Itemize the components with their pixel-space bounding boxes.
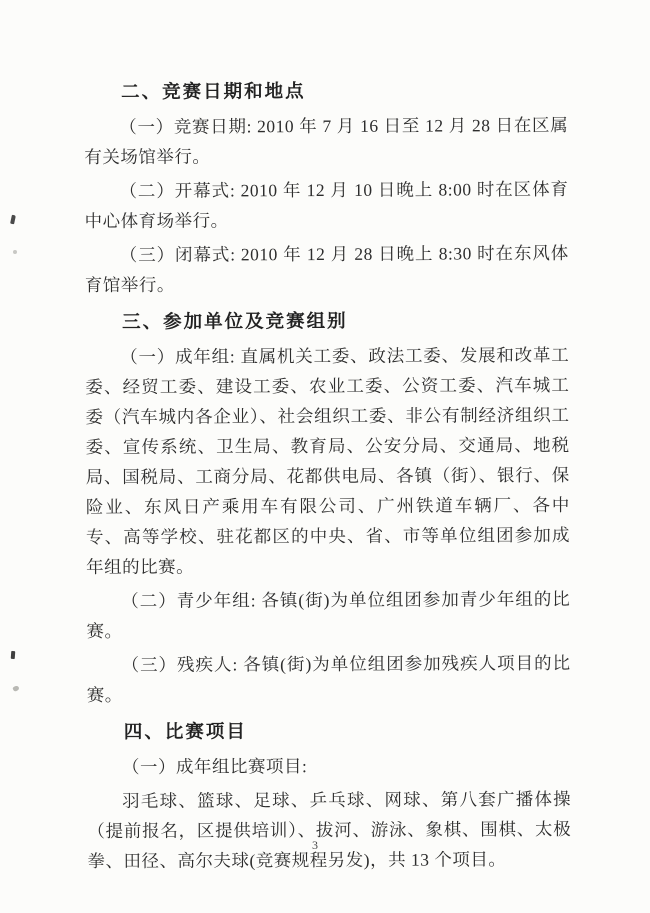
ink-speck <box>10 215 16 225</box>
para-adult-events-list: 羽毛球、篮球、足球、乒乓球、网球、第八套广播体操（提前报名，区提供培训）、拔河、游泳、象棋、围棋、太极拳、田径、高尔夫球(竞赛规程另发)，共 13 个项目。 <box>87 788 572 872</box>
para-youth-group: （二）青少年组: 各镇(街)为单位组团参加青少年组的比赛。 <box>86 588 571 642</box>
para-disabled-group: （三）残疾人: 各镇(街)为单位组团参加残疾人项目的比赛。 <box>86 652 571 706</box>
ink-speck <box>13 250 17 254</box>
heading-competition-events: 四、比赛项目 <box>123 722 247 743</box>
para-adult-group-units: （一）成年组: 直属机关工委、政法工委、发展和改革工委、经贸工委、建设工委、农业工委、公资工委、汽车城工委（汽车城内各企业）、社会组织工委、非公有制经济组织工委、宣传系统、卫生局、教育局、公安分局、交通局、地税局、国税局、工商分局、花都供电局、各镇（街）、银行、保险业、东风日产乘用车有限公司、广州铁道车辆厂、各中专、高等学校、驻花都区的中央、省、市等单位组团参加成年组的比赛。 <box>85 344 571 578</box>
para-opening-ceremony: （二）开幕式: 2010 年 12 月 10 日晚上 8:00 时在区体育中心体育场举行。 <box>84 178 569 232</box>
para-closing-ceremony: （三）闭幕式: 2010 年 12 月 28 日晚上 8:30 时在东风体育馆举行。 <box>84 242 569 296</box>
ink-speck <box>11 651 16 659</box>
document-content <box>84 76 571 876</box>
heading-competition-date-venue: 二、竞赛日期和地点 <box>121 82 306 103</box>
ink-speck <box>12 685 20 692</box>
para-competition-date: （一）竞赛日期: 2010 年 7 月 16 日至 12 月 28 日在区属有关场馆举行。 <box>84 114 569 168</box>
para-adult-events-label: （一）成年组比赛项目: <box>121 756 308 777</box>
page-number: 3 <box>312 838 318 852</box>
heading-participating-units-groups: 三、参加单位及竞赛组别 <box>122 311 348 333</box>
